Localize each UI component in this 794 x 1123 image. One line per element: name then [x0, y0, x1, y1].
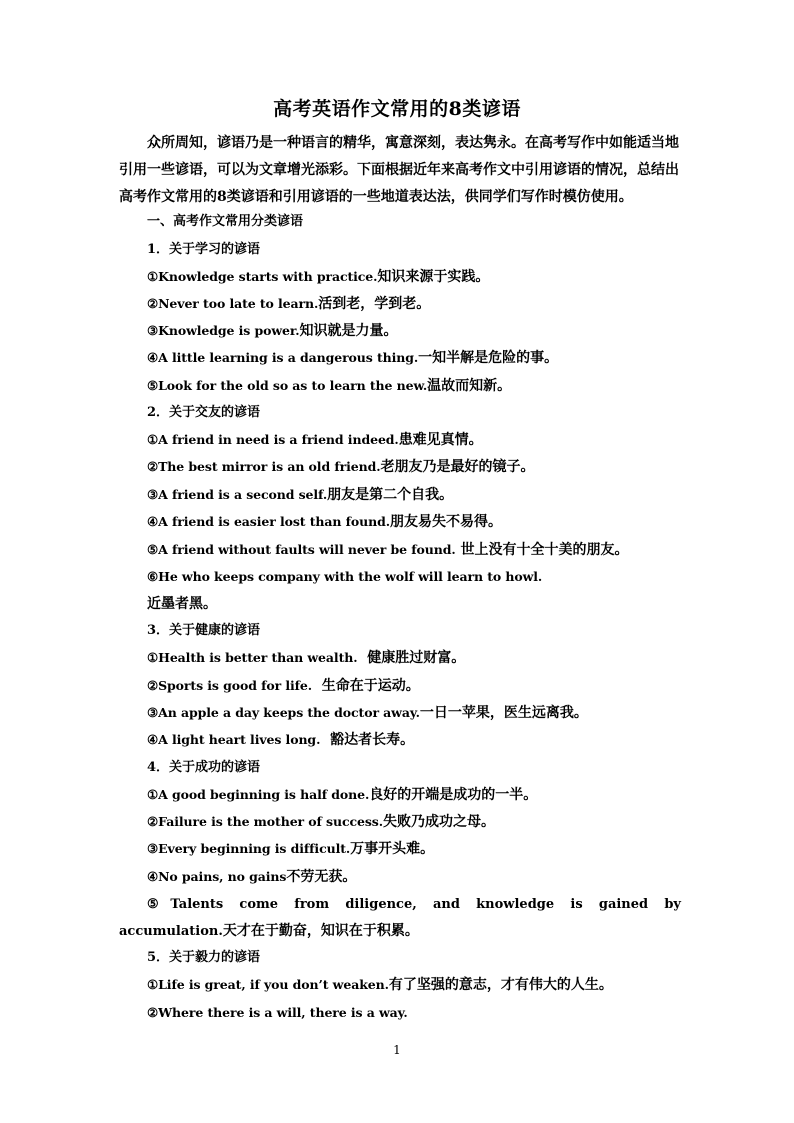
proverb-item: [147, 348, 687, 369]
proverb-item: [147, 540, 687, 561]
proverb-en: ③An apple a day keeps the doctor away.: [147, 705, 420, 720]
proverb-en: ①A friend in need is a friend indeed.: [147, 432, 399, 447]
document-title: 高考英语作文常用的8类谚语: [273, 98, 521, 120]
proverb-item: [147, 812, 687, 833]
proverb-item: [147, 567, 687, 588]
proverb-zh: 一日一苹果，医生远离我。: [419, 705, 588, 721]
proverb-zh: 老朋友乃是最好的镜子。: [380, 459, 535, 475]
proverb-en: ①Knowledge starts with practice.: [147, 269, 378, 284]
proverb-zh: 豁达者长寿。: [320, 732, 415, 748]
proverb-item: [147, 512, 687, 533]
proverb-en: ②Sports is good for life.: [147, 678, 313, 693]
proverb-en: ⑤Look for the old so as to learn the new.: [147, 378, 428, 393]
proverb-en: ②Never too late to learn.: [147, 296, 319, 311]
proverb-item: [147, 294, 687, 315]
page-number: 1: [393, 1043, 401, 1057]
category-heading: 5．关于毅力的谚语: [147, 950, 261, 965]
proverb-zh: 天才在于勤奋，知识在于积累。: [222, 923, 419, 939]
proverb-zh: 万事开头难。: [350, 841, 435, 857]
category-heading: 3．关于健康的谚语: [147, 623, 261, 638]
proverb-en: ②Where there is a will, there is a way.: [147, 1005, 408, 1020]
proverb-item: [147, 457, 687, 478]
proverb-item: [147, 730, 687, 751]
proverb-item: [147, 785, 687, 806]
proverb-item: [147, 648, 687, 669]
proverb-en: ①Health is better than wealth.: [147, 650, 358, 665]
proverb-item: [147, 676, 687, 697]
proverb-zh: 朋友易失不易得。: [390, 514, 503, 530]
proverb-en: ④A friend is easier lost than found.: [147, 514, 391, 529]
proverb-en: ⑥He who keeps company with the wolf will learn to howl.: [147, 569, 543, 584]
category-heading: 4．关于成功的谚语: [147, 760, 261, 775]
proverb-zh: 近墨者黑。: [147, 596, 217, 612]
proverb-continuation: [147, 594, 687, 615]
proverb-en: ④No pains, no gains: [147, 869, 287, 884]
proverb-zh: 活到老，学到老。: [318, 296, 431, 312]
proverb-en: ②The best mirror is an old friend.: [147, 459, 381, 474]
category-heading: 2．关于交友的谚语: [147, 405, 261, 420]
proverb-item: [147, 321, 687, 342]
proverb-en: ②Failure is the mother of success.: [147, 814, 383, 829]
proverb-zh: 不劳无获。: [286, 869, 357, 885]
proverb-item: [147, 975, 687, 996]
section-heading: 一、高考作文常用分类谚语: [147, 214, 304, 229]
proverb-en: ①A good beginning is half done.: [147, 787, 370, 802]
proverb-zh: 良好的开端是成功的一半。: [369, 787, 538, 803]
proverb-en: ⑤A friend without faults will never be found.: [147, 542, 456, 557]
proverb-zh: 知识来源于实践。: [377, 269, 490, 285]
proverb-en: ①Life is great, if you don’t weaken.: [147, 977, 389, 992]
proverb-item: [147, 703, 687, 724]
proverb-zh: 知识就是力量。: [299, 323, 398, 339]
proverb-item-long: [119, 891, 681, 945]
proverb-item: [147, 267, 687, 288]
proverb-item: [147, 485, 687, 506]
proverb-zh: 失败乃成功之母。: [383, 814, 495, 830]
proverb-zh: 朋友是第二个自我。: [327, 487, 454, 503]
proverb-zh: 世上没有十全十美的朋友。: [455, 542, 629, 558]
proverb-item: [147, 867, 687, 888]
proverb-item: [147, 839, 687, 860]
category-heading: 1．关于学习的谚语: [147, 242, 261, 257]
intro-text: 众所周知，谚语乃是一种语言的精华，寓意深刻，表达隽永。在高考写作中如能适当地引用一些谚语，可以为文章增光添彩。下面根据近年来高考作文中引用谚语的情况，总结出高考作文常用的8类谚语和引用谚语的一些地道表达法，供同学们写作时模仿使用。: [119, 135, 679, 205]
proverb-item: [147, 376, 687, 397]
intro-paragraph: [119, 130, 679, 211]
proverb-en: ③A friend is a second self.: [147, 487, 328, 502]
proverb-zh: 一知半解是危险的事。: [418, 350, 559, 366]
proverb-zh: 生命在于运动。: [312, 678, 420, 694]
proverb-zh: 有了坚强的意志，才有伟大的人生。: [388, 977, 613, 993]
proverb-zh: 温故而知新。: [427, 378, 512, 394]
proverb-item: [147, 430, 687, 451]
proverb-en: ④A little learning is a dangerous thing.: [147, 350, 419, 365]
proverb-zh: 健康胜过财富。: [357, 650, 466, 666]
proverb-en: ③Knowledge is power.: [147, 323, 300, 338]
proverb-item: [147, 1003, 687, 1024]
proverb-en: ⑤Talents come from diligence, and knowledge is gained by accumulation.: [119, 897, 681, 939]
proverb-zh: 患难见真情。: [398, 432, 483, 448]
proverb-en: ④A light heart lives long.: [147, 732, 321, 747]
proverb-en: ③Every beginning is difficult.: [147, 841, 351, 856]
